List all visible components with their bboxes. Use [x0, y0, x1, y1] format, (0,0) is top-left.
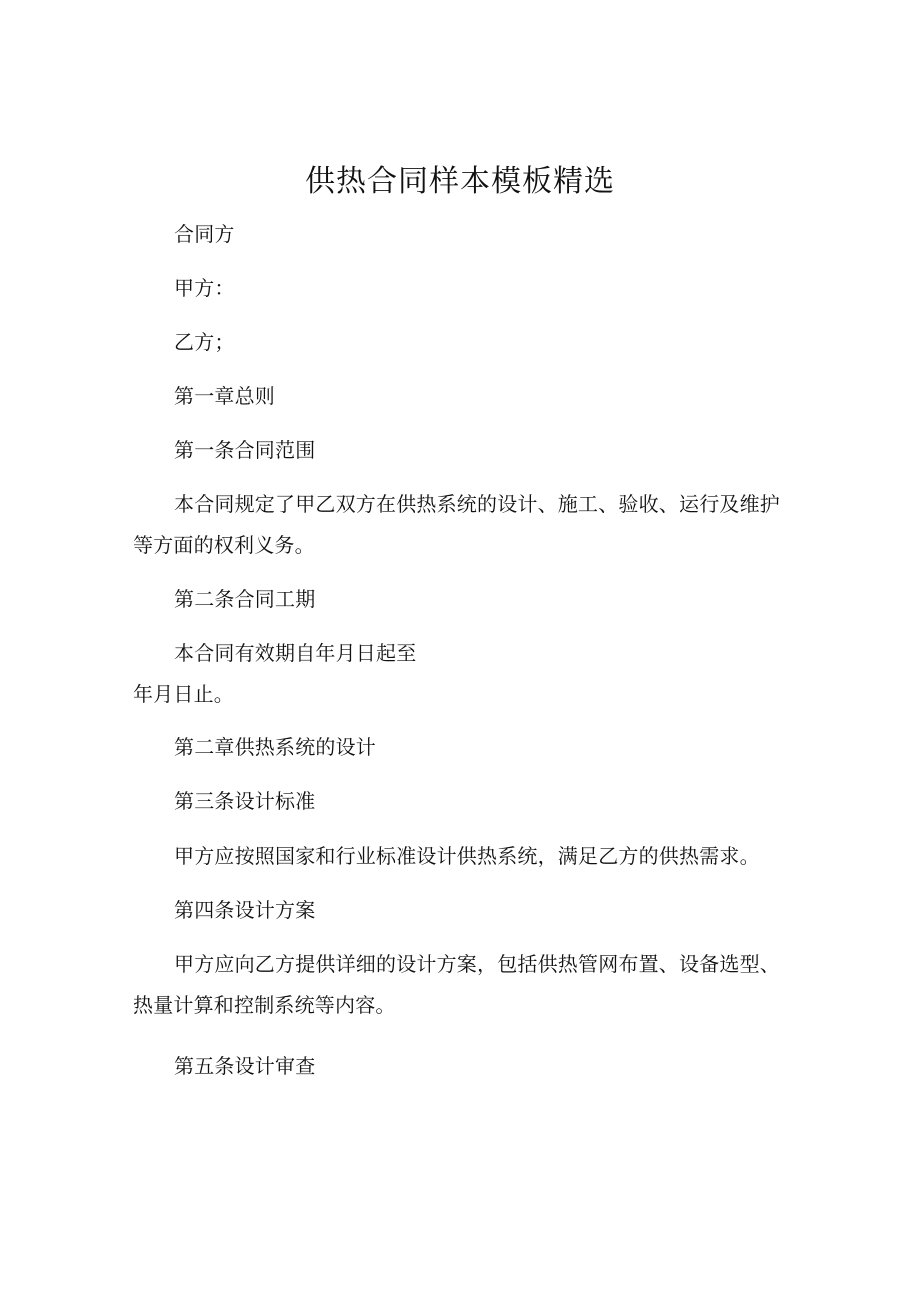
document-title: 供热合同样本模板精选: [305, 164, 615, 199]
article-2-heading: 第二条合同工期: [174, 587, 316, 611]
article-5-heading: 第五条设计审查: [174, 1054, 316, 1078]
article-4-text-line-1: 甲方应向乙方提供详细的设计方案，包括供热管网布置、设备选型、: [174, 952, 780, 976]
article-4-heading: 第四条设计方案: [174, 898, 316, 922]
article-1-heading: 第一条合同范围: [174, 438, 316, 462]
party-b-label: 乙方；: [174, 330, 235, 354]
article-3-heading: 第三条设计标准: [174, 789, 316, 813]
article-4-text-line-2: 热量计算和控制系统等内容。: [133, 993, 396, 1017]
chapter-2-heading: 第二章供热系统的设计: [174, 735, 376, 759]
article-1-text-line-2: 等方面的权利义务。: [133, 533, 315, 557]
article-1-text-line-1: 本合同规定了甲乙双方在供热系统的设计、施工、验收、运行及维护: [174, 492, 780, 516]
party-heading: 合同方: [174, 222, 235, 246]
article-2-text-line-1: 本合同有效期自年月日起至: [174, 641, 417, 665]
chapter-1-heading: 第一章总则: [174, 384, 275, 408]
article-3-text: 甲方应按照国家和行业标准设计供热系统，满足乙方的供热需求。: [174, 844, 760, 868]
party-a-label: 甲方：: [174, 276, 235, 300]
article-2-text-line-2: 年月日止。: [133, 682, 234, 706]
